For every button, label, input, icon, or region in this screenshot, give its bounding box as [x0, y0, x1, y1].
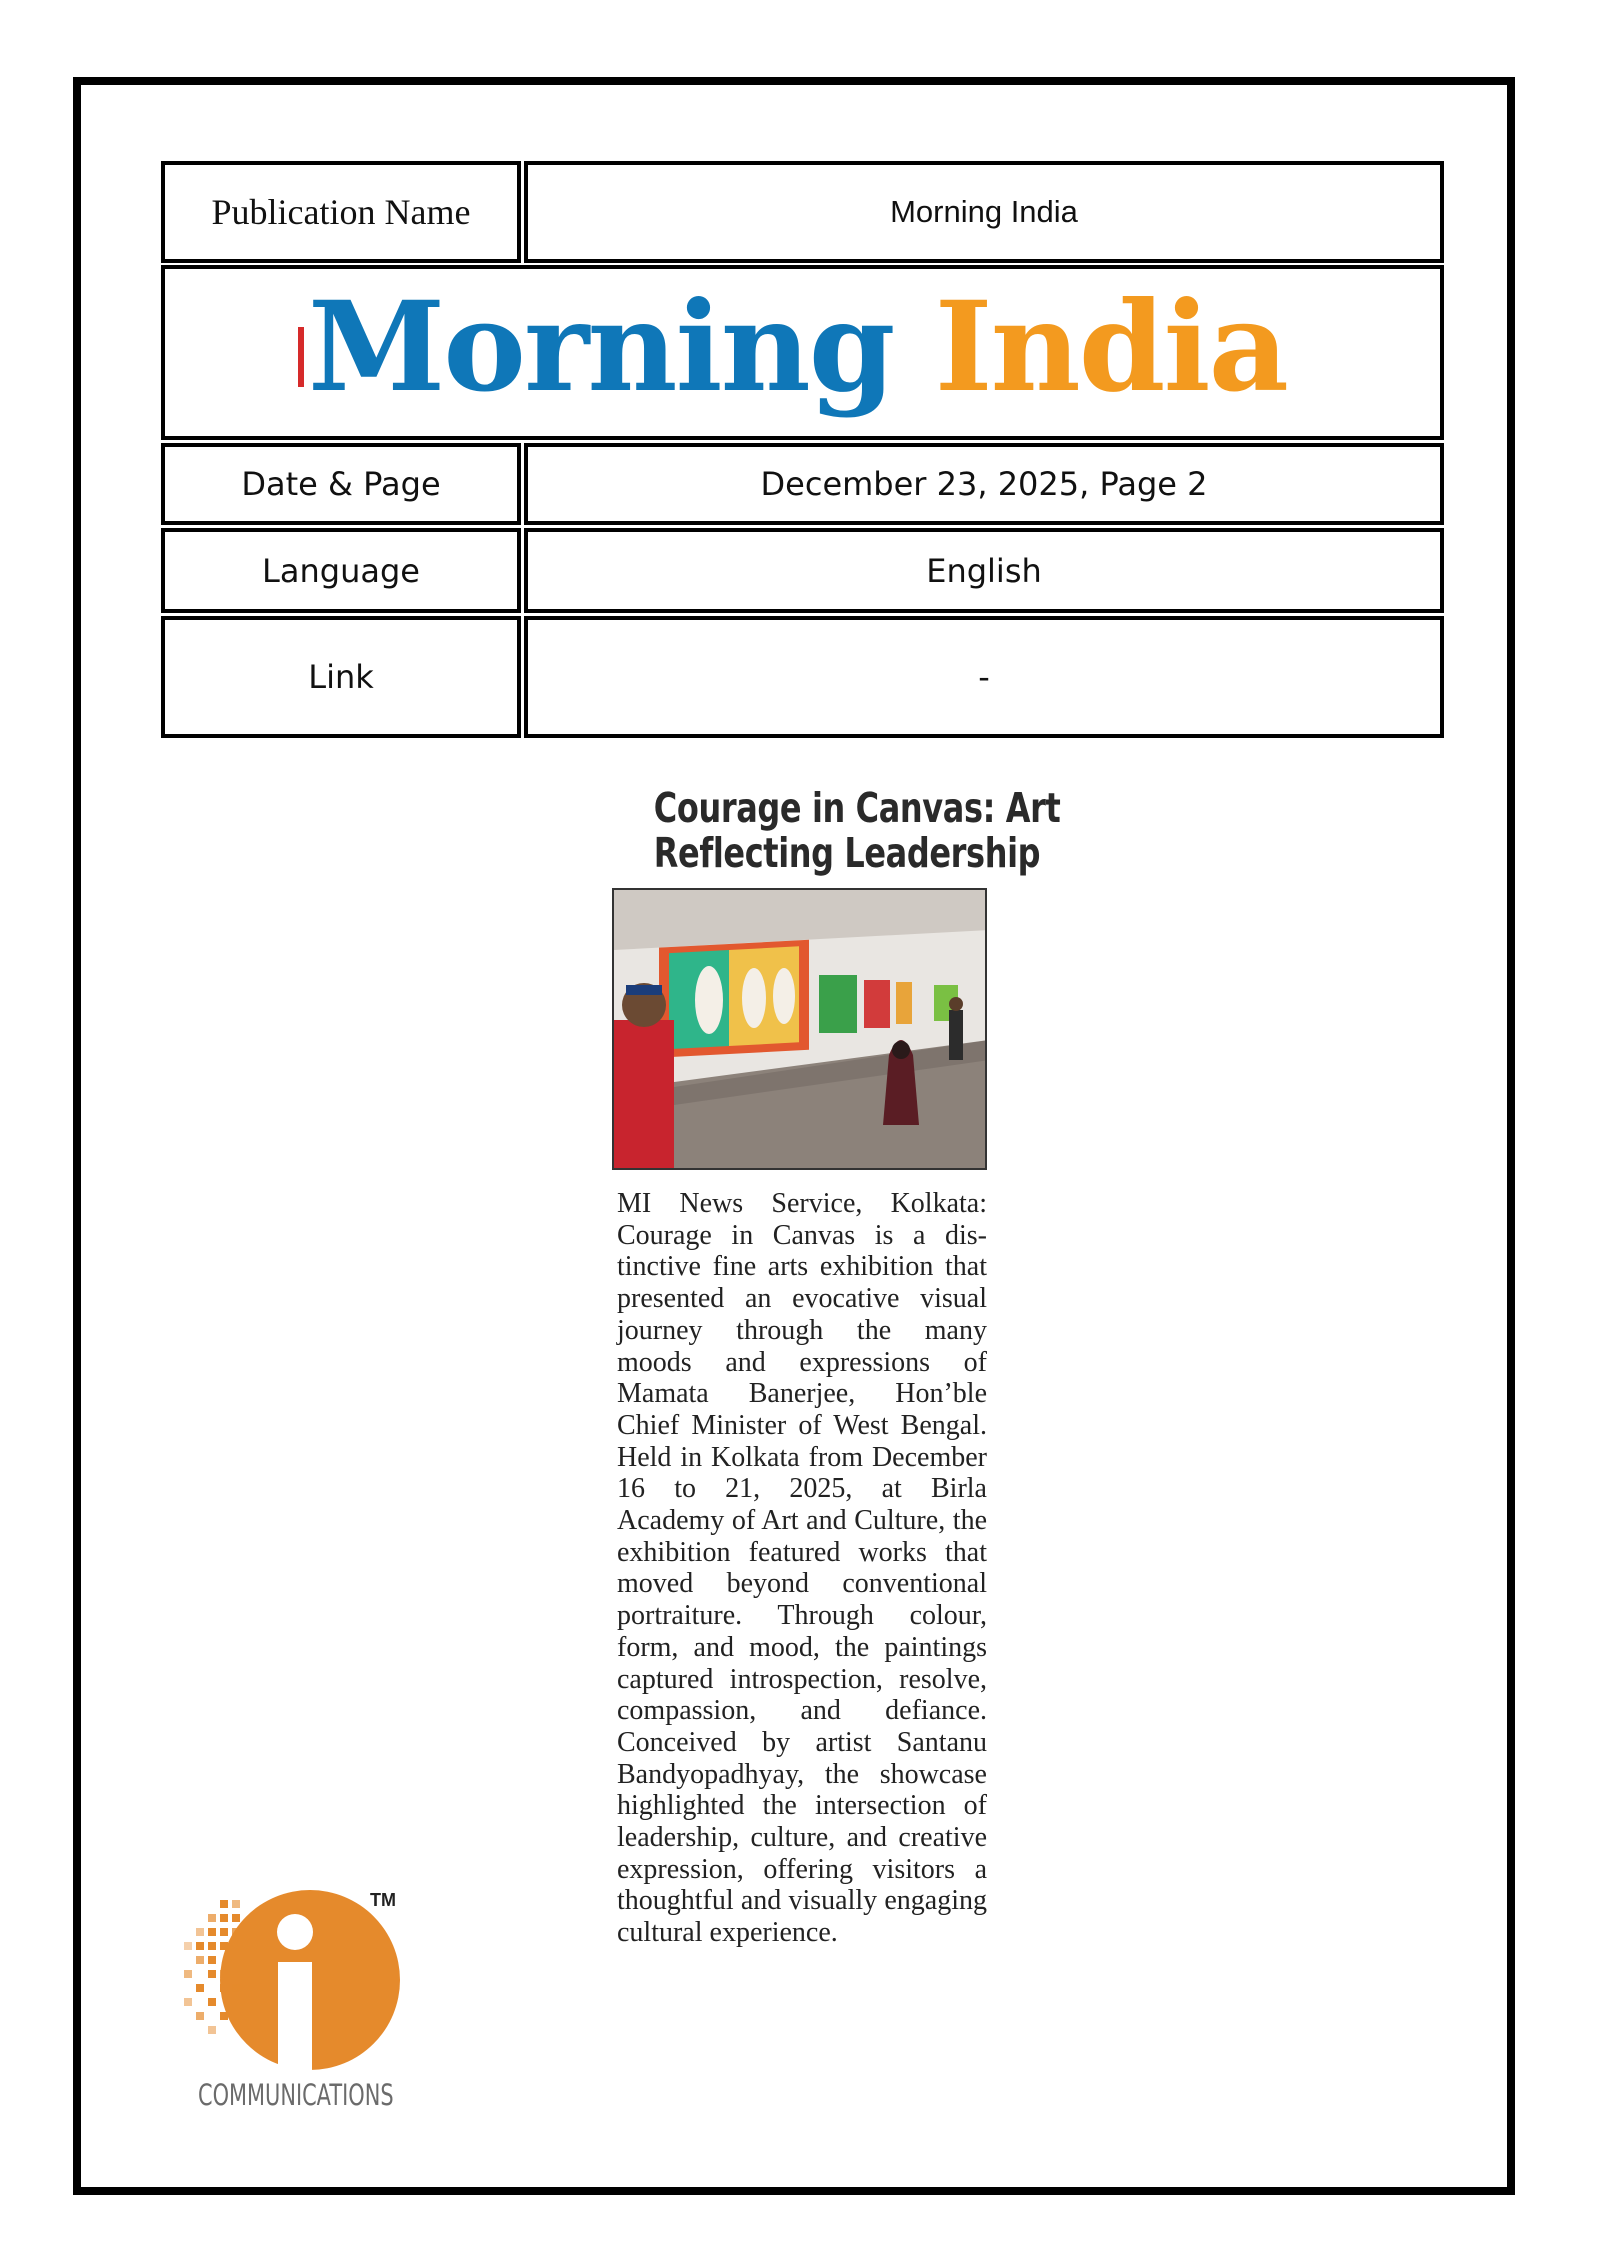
link-label: Link [161, 616, 521, 738]
headline-line-2: Reflecting Leadership [653, 829, 1041, 877]
link-value[interactable]: - [524, 616, 1444, 738]
publication-label: Publication Name [161, 161, 521, 263]
date-value: December 23, 2025, Page 2 [524, 443, 1444, 525]
logo-wordmark: COMMUNICATIONS [198, 2078, 394, 2112]
gallery-scene-image [614, 890, 987, 1170]
date-label: Date & Page [161, 443, 521, 525]
publication-value: Morning India [524, 161, 1444, 263]
language-value: English [524, 528, 1444, 613]
masthead-word-india: India [934, 274, 1287, 420]
masthead-word-morning: Morning [308, 274, 894, 420]
masthead-banner [161, 265, 1444, 440]
headline-line-1: Courage in Canvas: Art [653, 784, 1061, 832]
language-label: Language [161, 528, 521, 613]
article-headline [653, 784, 1061, 877]
trademark-mark: TM [370, 1890, 396, 1910]
masthead-logo [298, 274, 1287, 420]
article-body: MI News Service, Kolkata: Courage in Canvas is a distinctive fine arts exhibition that presented an evocative visual journey through the many moods and expressions of Mamata Banerjee, Hon’ble Chief Minister of West Bengal. Held in Kolkata from December 16 to 21, 2025, at Birla Academy of Art and Culture, the exhibition featured works that moved beyond conventional portraiture. Through colour, form, and mood, the paintings captured introspection, resolve, compassion, and defiance. Conceived by artist Santanu Bandyopadhyay, the showcase highlighted the intersection of leadership, culture, and creative expression, offering visitors a thoughtful and visually engaging cultural experience. [617, 1188, 987, 1949]
article-photo [612, 888, 987, 1170]
